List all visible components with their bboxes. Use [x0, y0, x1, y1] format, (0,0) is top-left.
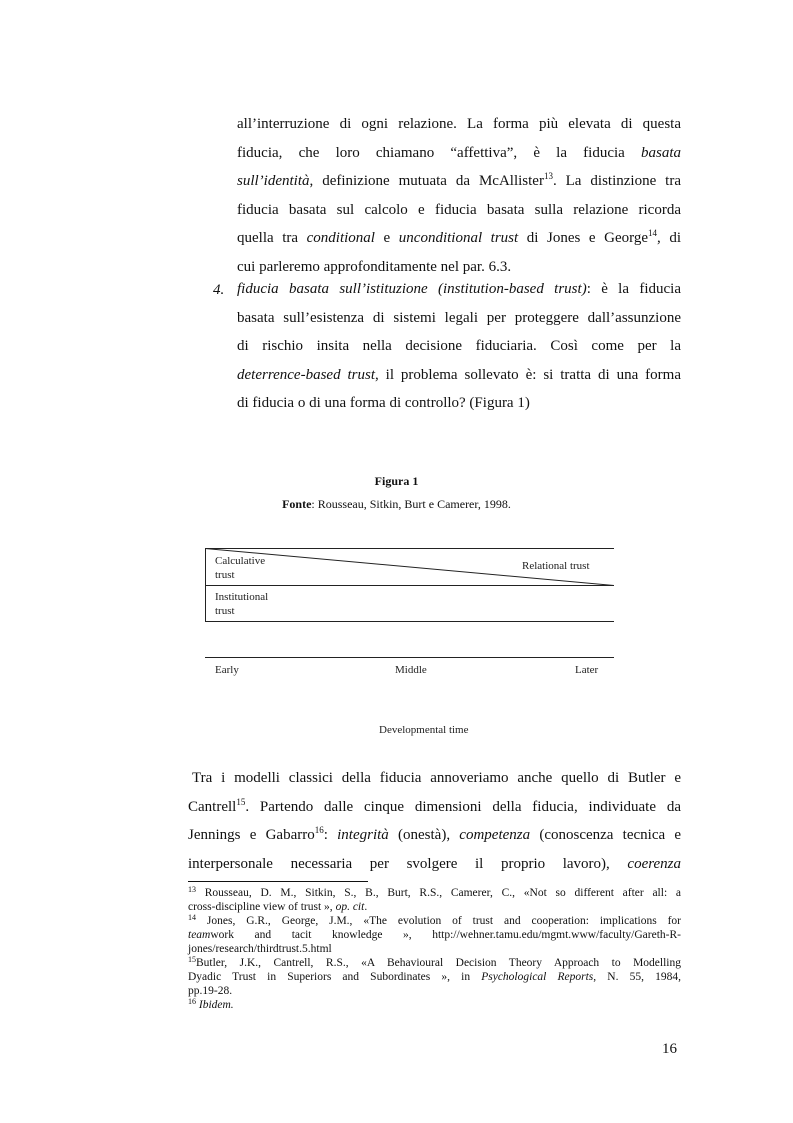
calculative-trust-label: Calculative trust — [215, 555, 266, 581]
text-line: interpersonale necessaria per svolgere il proprio lavoro), coerenza — [188, 855, 681, 872]
text-line: quella tra conditional e unconditional trust di Jones e George$^{14}$, di — [237, 228, 681, 246]
list-item-institution-trust — [237, 275, 681, 418]
institutional-trust-label: Institutional trust — [215, 591, 269, 617]
text-line: Cantrell$^{15}$. Partendo dalle cinque dimensioni della fiducia, individuate da — [188, 796, 681, 815]
figure-title: Figura 1 — [374, 474, 419, 488]
text-line: fiducia basata sull’istituzione (institution-based trust): è la fiducia — [237, 281, 681, 297]
text-line: sull’identità, definizione mutuata da McAllister$^{13}$. La distinzione tra — [237, 171, 681, 189]
trust-development-diagram — [205, 548, 614, 748]
footnote-14: $^{14}$ Jones, G.R., George, J.M., «The evolution of trust and cooperation: implications for teamwork and tacit knowledge », http://wehner.tamu.edu/mgmt.www/faculty/Gareth-R- jones/research/thirdtrust.5.html — [188, 913, 681, 955]
list-number: 4. — [213, 282, 225, 298]
footnote-separator — [188, 881, 368, 882]
relational-trust-label: Relational trust — [522, 560, 590, 572]
text-line: cui parleremo approfonditamente nel par. 6.3. — [237, 258, 512, 275]
footnote-ref: 14 — [648, 228, 658, 238]
footnote-13: $^{13}$ Rousseau, D. M., Sitkin, S., B., Burt, R.S., Camerer, C., «Not so different after all: a cross-discipline view of trust », op. cit. — [188, 885, 682, 913]
paragraph-identity-trust — [237, 110, 681, 281]
footnote-ref: 15 — [236, 796, 246, 807]
axis-title: Developmental time — [379, 724, 469, 736]
page-number: 16 — [662, 1041, 677, 1057]
text-line: Jennings e Gabarro$^{16}$: integrità (onestà), competenza (conoscenza tecnica e — [188, 825, 681, 843]
footnote-16: $^{16}$ Ibidem. — [188, 997, 234, 1011]
text-line: basata sull’esistenza di sistemi legali per proteggere dall’assunzione — [237, 309, 681, 326]
time-middle-label: Middle — [395, 664, 427, 676]
text-line: di rischio insita nella decisione fiduciaria. Così come per la — [237, 338, 681, 354]
text-line: fiducia basata sul calcolo e fiducia basata sulla relazione ricorda — [237, 201, 681, 218]
text-line: fiducia, che loro chiamano “affettiva”, è la fiducia basata — [237, 144, 681, 161]
footnote-ref: 16 — [314, 825, 324, 835]
paragraph-butler-cantrell — [188, 764, 681, 878]
time-later-label: Later — [575, 664, 599, 676]
text-line: deterrence-based trust, il problema sollevato è: si tratta di una forma — [237, 366, 681, 383]
time-early-label: Early — [215, 664, 239, 676]
footnotes — [188, 886, 681, 1012]
text-line: Tra i modelli classici della fiducia annoveriamo anche quello di Butler e — [192, 770, 681, 786]
footnote-ref: 13 — [543, 171, 553, 181]
footnote-15: $^{15}$Butler, J.K., Cantrell, R.S., «A Behavioural Decision Theory Approach to Modelling Dyadic Trust in Superiors and Subordinates », in Psychological Reports, N. 55, 1984, pp.19-28. — [188, 955, 681, 997]
text-line: di fiducia o di una forma di controllo? (Figura 1) — [237, 395, 530, 411]
text-line: all’interruzione di ogni relazione. La forma più elevata di questa — [237, 116, 681, 132]
figure-source: Fonte: Rousseau, Sitkin, Burt e Camerer, 1998. — [282, 497, 511, 511]
